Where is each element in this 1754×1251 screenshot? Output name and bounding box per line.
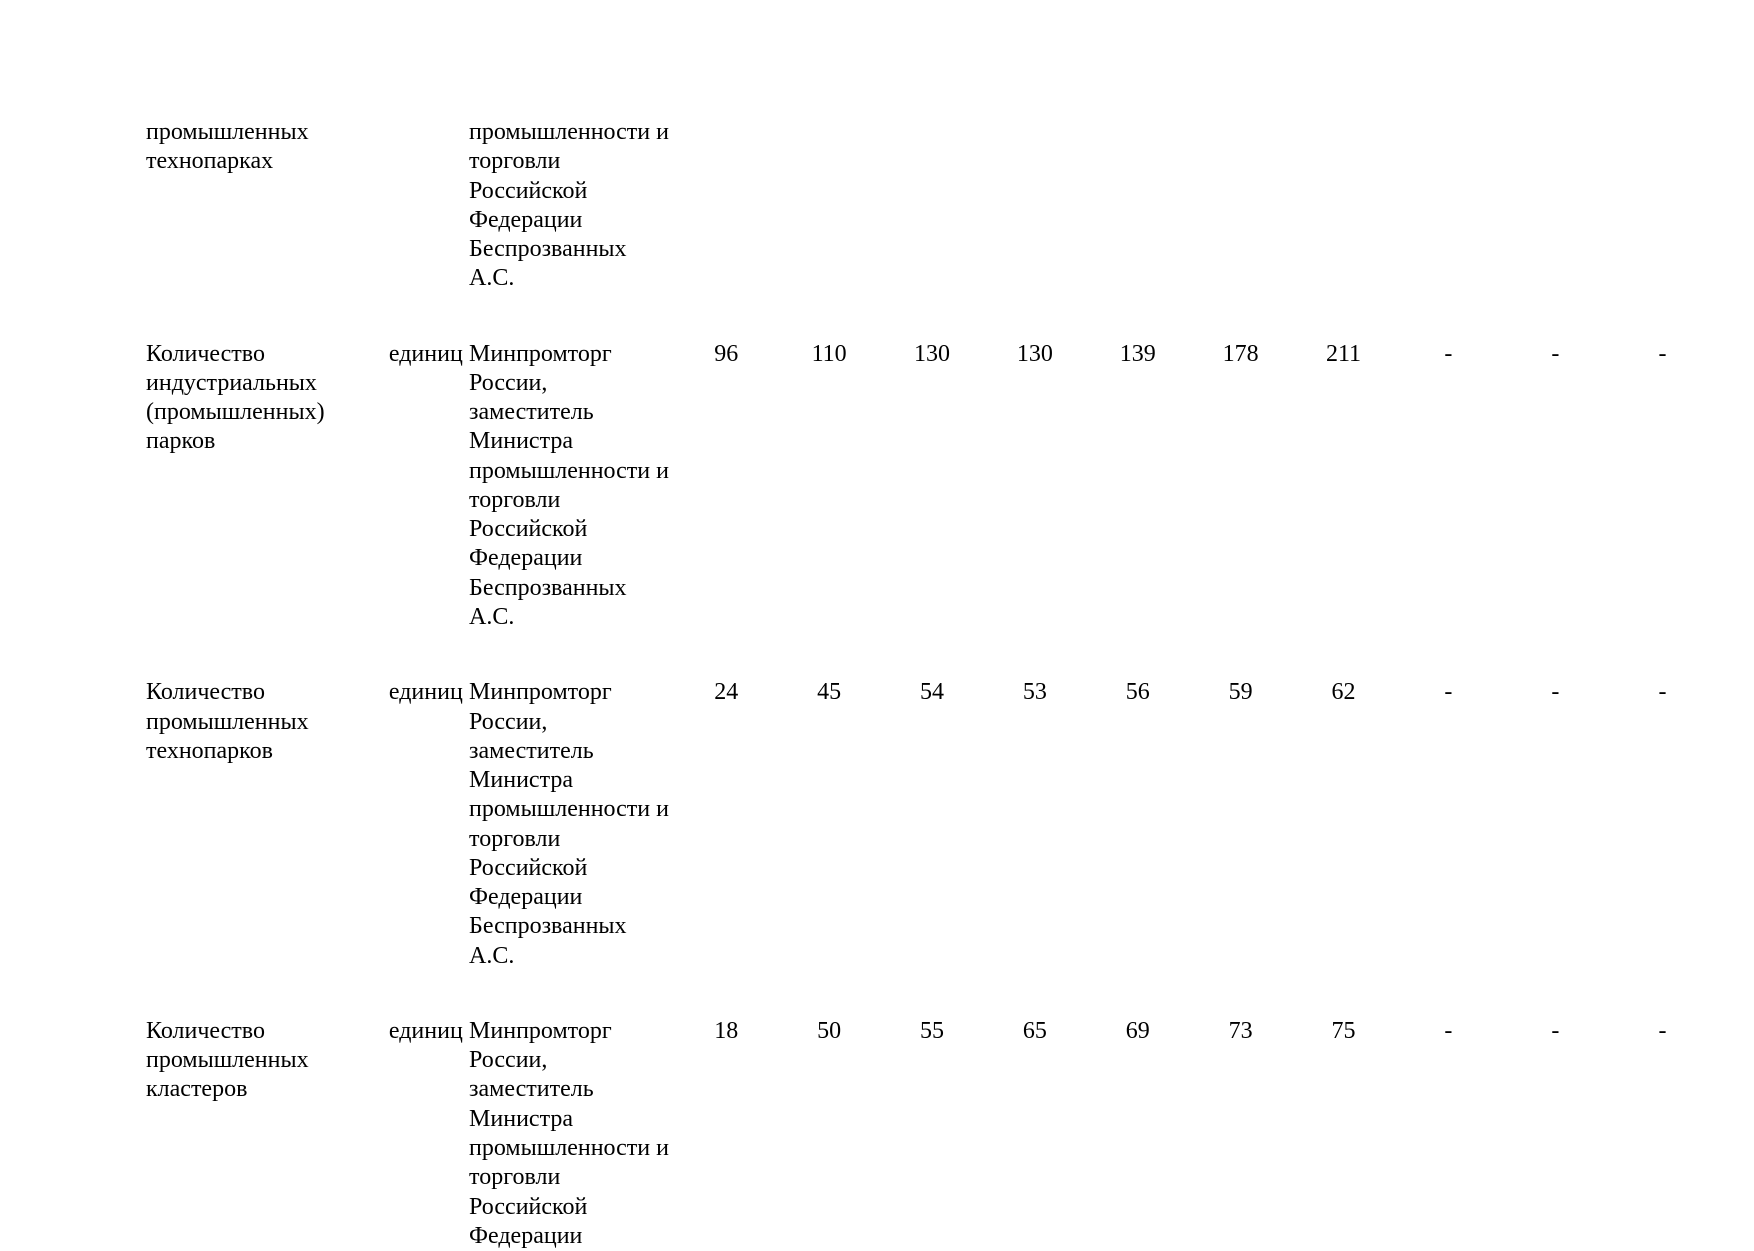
row-value: 56 — [1125, 679, 1150, 706]
row-value: 130 — [914, 340, 950, 367]
row-value: 59 — [1228, 679, 1253, 706]
row-responsible: Минпромторг России, заместитель Министра промышленности и торговли Российской Федерации Беспрозванных А.С. — [469, 340, 669, 630]
table-row — [146, 340, 1716, 633]
row-value: - — [1551, 340, 1560, 367]
row-value: 50 — [817, 1017, 842, 1044]
table-row — [146, 678, 1716, 971]
row-unit: единиц — [388, 1017, 463, 1044]
row-gap — [146, 971, 1716, 1017]
row-value — [1502, 118, 1609, 294]
row-unit: единиц — [388, 679, 463, 706]
row-value — [1395, 118, 1502, 294]
row-value: - — [1444, 340, 1453, 367]
row-value — [881, 118, 984, 294]
row-value — [1189, 118, 1292, 294]
row-indicator-name: промышленных технопарках — [146, 119, 309, 175]
row-value — [778, 118, 881, 294]
row-responsible: Минпромторг России, заместитель Министра промышленности и торговли Российской Федерации Беспрозванных А.С. — [469, 679, 669, 969]
table-row — [146, 118, 1716, 294]
row-value: 69 — [1125, 1017, 1150, 1044]
row-indicator-name: Количество индустриальных (промышленных) парков — [146, 340, 325, 455]
row-value: - — [1444, 1017, 1453, 1044]
row-value: 53 — [1022, 679, 1047, 706]
row-indicator-name: Количество промышленных кластеров — [146, 1017, 309, 1103]
row-value: - — [1658, 1017, 1667, 1044]
row-value: 65 — [1022, 1017, 1047, 1044]
row-value — [1609, 118, 1716, 294]
row-value: 73 — [1228, 1017, 1253, 1044]
row-value: 96 — [714, 340, 739, 367]
row-gap — [146, 632, 1716, 678]
row-value: - — [1551, 1017, 1560, 1044]
row-value — [1086, 118, 1189, 294]
row-value: - — [1658, 340, 1667, 367]
row-value: 62 — [1331, 679, 1356, 706]
row-indicator-name: Количество промышленных технопарков — [146, 679, 309, 764]
row-responsible: Минпромторг России, заместитель Министра промышленности и торговли Российской Федерации — [469, 1017, 669, 1249]
row-unit: единиц — [388, 340, 463, 367]
row-value — [675, 118, 778, 294]
row-unit — [383, 118, 469, 294]
row-value: 18 — [714, 1017, 739, 1044]
row-value: 54 — [920, 679, 944, 706]
row-value: 130 — [1016, 340, 1053, 367]
row-gap — [146, 294, 1716, 340]
row-value: 178 — [1222, 340, 1259, 367]
indicators-table — [146, 118, 1716, 1251]
row-value — [1292, 118, 1395, 294]
row-value: 24 — [714, 679, 739, 706]
row-value: - — [1551, 679, 1560, 706]
row-responsible: промышленности и торговли Российской Федерации Беспрозванных А.С. — [469, 119, 669, 292]
row-value: - — [1658, 679, 1667, 706]
row-value — [983, 118, 1086, 294]
row-value: 55 — [920, 1017, 944, 1044]
table-row — [146, 1017, 1716, 1251]
row-value: 139 — [1119, 340, 1156, 367]
row-value: - — [1444, 679, 1453, 706]
row-value: 75 — [1331, 1017, 1356, 1044]
row-value: 110 — [811, 340, 847, 367]
row-value: 45 — [817, 679, 842, 706]
row-value: 211 — [1325, 340, 1362, 367]
